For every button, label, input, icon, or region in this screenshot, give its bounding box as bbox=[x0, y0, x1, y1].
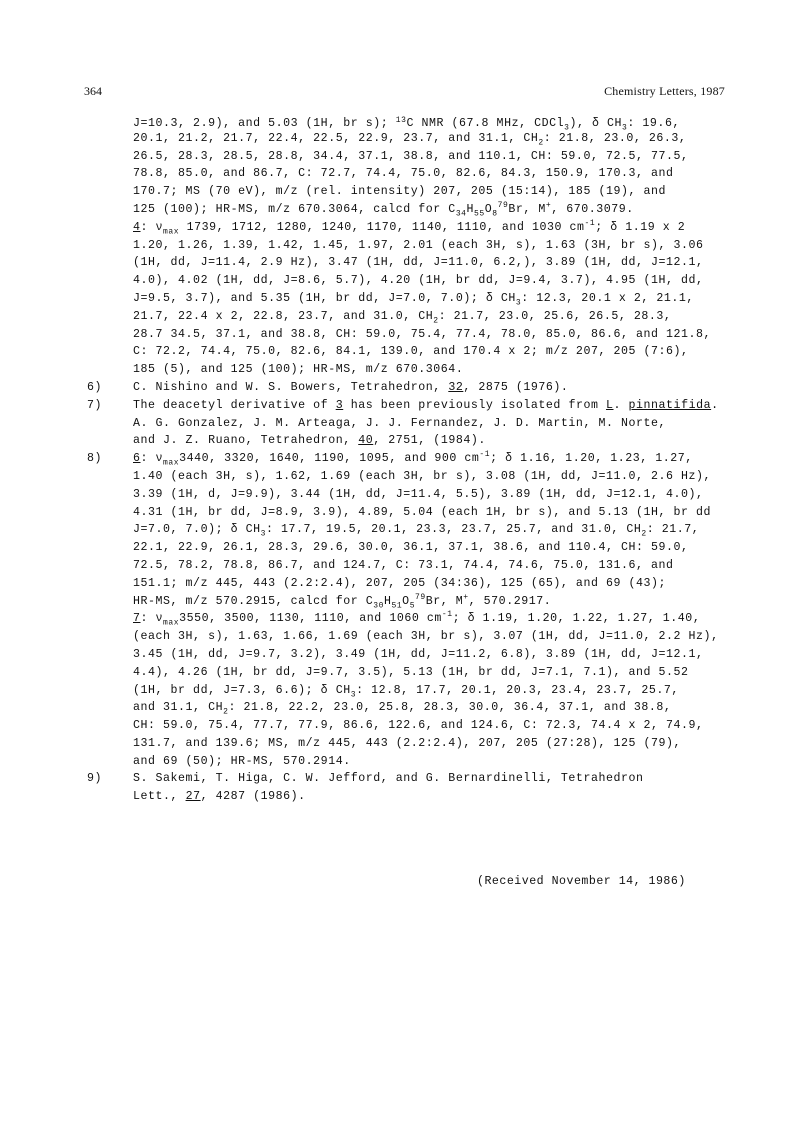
compound-number: 7 bbox=[133, 612, 141, 626]
text-line: 151.1; m/z 445, 443 (2.2:2.4), 207, 205 (34:36), 125 (65), and 69 (43); bbox=[133, 576, 667, 590]
text-line: 20.1, 21.2, 21.7, 22.4, 22.5, 22.9, 23.7, and 31.1, $CH_2$: 21.8, 23.0, 26.3, bbox=[133, 131, 687, 148]
text-line: 3.45 (1H, dd, J=9.7, 3.2), 3.49 (1H, dd, J=11.2, 6.8), 3.89 (1H, dd, J=12.1, bbox=[133, 647, 704, 661]
text-line: 4.4), 4.26 (1H, br dd, J=9.7, 3.5), 5.13 (1H, br dd, J=7.1, 7.1), and 5.52 bbox=[133, 665, 689, 679]
text-line: 78.8, 85.0, and 86.7, C: 72.7, 74.4, 75.0, 82.6, 84.3, 150.9, 170.3, and bbox=[133, 167, 674, 181]
reference-number: 8) bbox=[87, 452, 103, 466]
reference-number: 7) bbox=[87, 398, 103, 412]
text-line: (1H, br dd, J=7.3, 6.6); δ $CH_3$: 12.8, 17.7, 20.1, 20.3, 23.4, 23.7, 25.7, bbox=[133, 683, 679, 699]
journal-header: Chemistry Letters, 1987 bbox=[604, 84, 725, 98]
text-line: 28.7 34.5, 37.1, and 38.8, CH: 59.0, 75.4, 77.4, 78.0, 85.0, 86.6, and 121.8, bbox=[133, 327, 712, 341]
page-number: 364 bbox=[84, 84, 102, 98]
text-line: 22.1, 22.9, 26.1, 28.3, 29.6, 30.0, 36.1, 37.1, 38.6, and 110.4, CH: 59.0, bbox=[133, 541, 689, 555]
references-body bbox=[84, 112, 734, 806]
text-line: 3.39 (1H, d, J=9.9), 3.44 (1H, dd, J=11.4, 5.5), 3.89 (1H, dd, J=12.1, 4.0), bbox=[133, 487, 704, 501]
text-line: HR-MS, m/z 570.2915, calcd for $C_{30}H_{51}O_5^{79}Br$, M+, 570.2917. bbox=[133, 592, 552, 610]
compound-number: 4 bbox=[133, 220, 141, 234]
text-line: and 31.1, $CH_2$: 21.8, 22.2, 23.0, 25.8, 28.3, 30.0, 36.4, 37.1, and 38.8, bbox=[133, 701, 672, 717]
text-line: 26.5, 28.3, 28.5, 28.8, 34.4, 37.1, 38.8, and 110.1, CH: 59.0, 72.5, 77.5, bbox=[133, 149, 689, 163]
text-line: J=10.3, 2.9), and 5.03 (1H, br s); $^{13}$C NMR (67.8 MHz, CDCl$_3$), δ $CH_3$: 19.6, bbox=[133, 116, 680, 133]
reference-7: 7) The deacetyl derivative of 3 has been previously isolated from L. pinnatifida. bbox=[84, 397, 734, 415]
text-line: 4.0), 4.02 (1H, dd, J=8.6, 5.7), 4.20 (1H, br dd, J=9.4, 3.7), 4.95 (1H, dd, bbox=[133, 274, 704, 288]
text-line: J=9.5, 3.7), and 5.35 (1H, br dd, J=7.0, 7.0); δ $CH_3$: 12.3, 20.1 x 2, 21.1, bbox=[133, 291, 694, 308]
reference-6: 6) C. Nishino and W. S. Bowers, Tetrahedron, 32, 2875 (1976). bbox=[84, 379, 734, 397]
text-line: CH: 59.0, 75.4, 77.7, 77.9, 86.6, 122.6, and 124.6, C: 72.3, 74.4 x 2, 74.9, bbox=[133, 719, 704, 733]
text-line: 4: $\nu_{max}$ 1739, 1712, 1280, 1240, 1170, 1140, 1110, and 1030 $cm^{-1}$; δ 1.19 x 2 bbox=[133, 218, 686, 237]
text-line: (each 3H, s), 1.63, 1.66, 1.69 (each 3H, br s), 3.07 (1H, dd, J=11.0, 2.2 Hz), bbox=[133, 630, 719, 644]
text-line: 170.7; MS (70 eV), m/z (rel. intensity) 207, 205 (15:14), 185 (19), and bbox=[133, 185, 667, 199]
text-line: C: 72.2, 74.4, 75.0, 82.6, 84.1, 139.0, and 170.4 x 2; m/z 207, 205 (7:6), bbox=[133, 345, 689, 359]
text-line: 21.7, 22.4 x 2, 22.8, 23.7, and 31.0, $CH_2$: 21.7, 23.0, 25.6, 26.5, 28.3, bbox=[133, 309, 672, 326]
text-line: 72.5, 78.2, 78.8, 86.7, and 124.7, C: 73.1, 74.4, 74.6, 75.0, 131.6, and bbox=[133, 558, 674, 572]
reference-8: 8) 6: $\nu_{max}3440$, 3320, 1640, 1190, 1095, and 900 $cm^{-1}$; δ 1.16, 1.20, 1.23, 1.27, bbox=[87, 450, 693, 468]
text-line: 1.40 (each 3H, s), 1.62, 1.69 (each 3H, br s), 3.08 (1H, dd, J=11.0, 2.6 Hz), bbox=[133, 469, 712, 483]
reference-number: 9) bbox=[87, 772, 103, 786]
reference-number: 6) bbox=[87, 380, 103, 394]
text-line: 131.7, and 139.6; MS, m/z 445, 443 (2.2:2.4), 207, 205 (27:28), 125 (79), bbox=[133, 736, 682, 750]
text-line: A. G. Gonzalez, J. M. Arteaga, J. J. Fernandez, J. D. Martin, M. Norte, bbox=[133, 416, 667, 430]
text-line: 125 (100); HR-MS, m/z 670.3064, calcd for $C_{34}H_{55}O_8^{79}Br$, M+, 670.3079. bbox=[133, 201, 634, 219]
text-line: Lett., 27, 4287 (1986). bbox=[133, 790, 306, 804]
text-line: (1H, dd, J=11.4, 2.9 Hz), 3.47 (1H, dd, J=11.0, 6.2,), 3.89 (1H, dd, J=12.1, bbox=[133, 256, 704, 270]
text-line: 7: $\nu_{max}3550$, 3500, 1130, 1110, and 1060 $cm^{-1}$; δ 1.19, 1.20, 1.22, 1.27, 1.40, bbox=[133, 610, 701, 628]
text-line: and J. Z. Ruano, Tetrahedron, 40, 2751, (1984). bbox=[133, 434, 486, 448]
text-line: J=7.0, 7.0); δ $CH_3$: 17.7, 19.5, 20.1, 23.3, 23.7, 25.7, and 31.0, $CH_2$: 21.7, bbox=[133, 523, 700, 539]
text-line: 185 (5), and 125 (100); HR-MS, m/z 670.3064. bbox=[133, 363, 464, 377]
reference-9: 9) S. Sakemi, T. Higa, C. W. Jefford, and G. Bernardinelli, Tetrahedron bbox=[84, 770, 734, 788]
text-line: and 69 (50); HR-MS, 570.2914. bbox=[133, 754, 351, 768]
received-date: (Received November 14, 1986) bbox=[477, 875, 686, 888]
text-line: 1.20, 1.26, 1.39, 1.42, 1.45, 1.97, 2.01 (each 3H, s), 1.63 (3H, br s), 3.06 bbox=[133, 238, 704, 252]
compound-number: 6 bbox=[133, 452, 141, 466]
text-line: 4.31 (1H, br dd, J=8.9, 3.9), 4.89, 5.04 (each 1H, br s), and 5.13 (1H, br dd bbox=[133, 505, 712, 519]
